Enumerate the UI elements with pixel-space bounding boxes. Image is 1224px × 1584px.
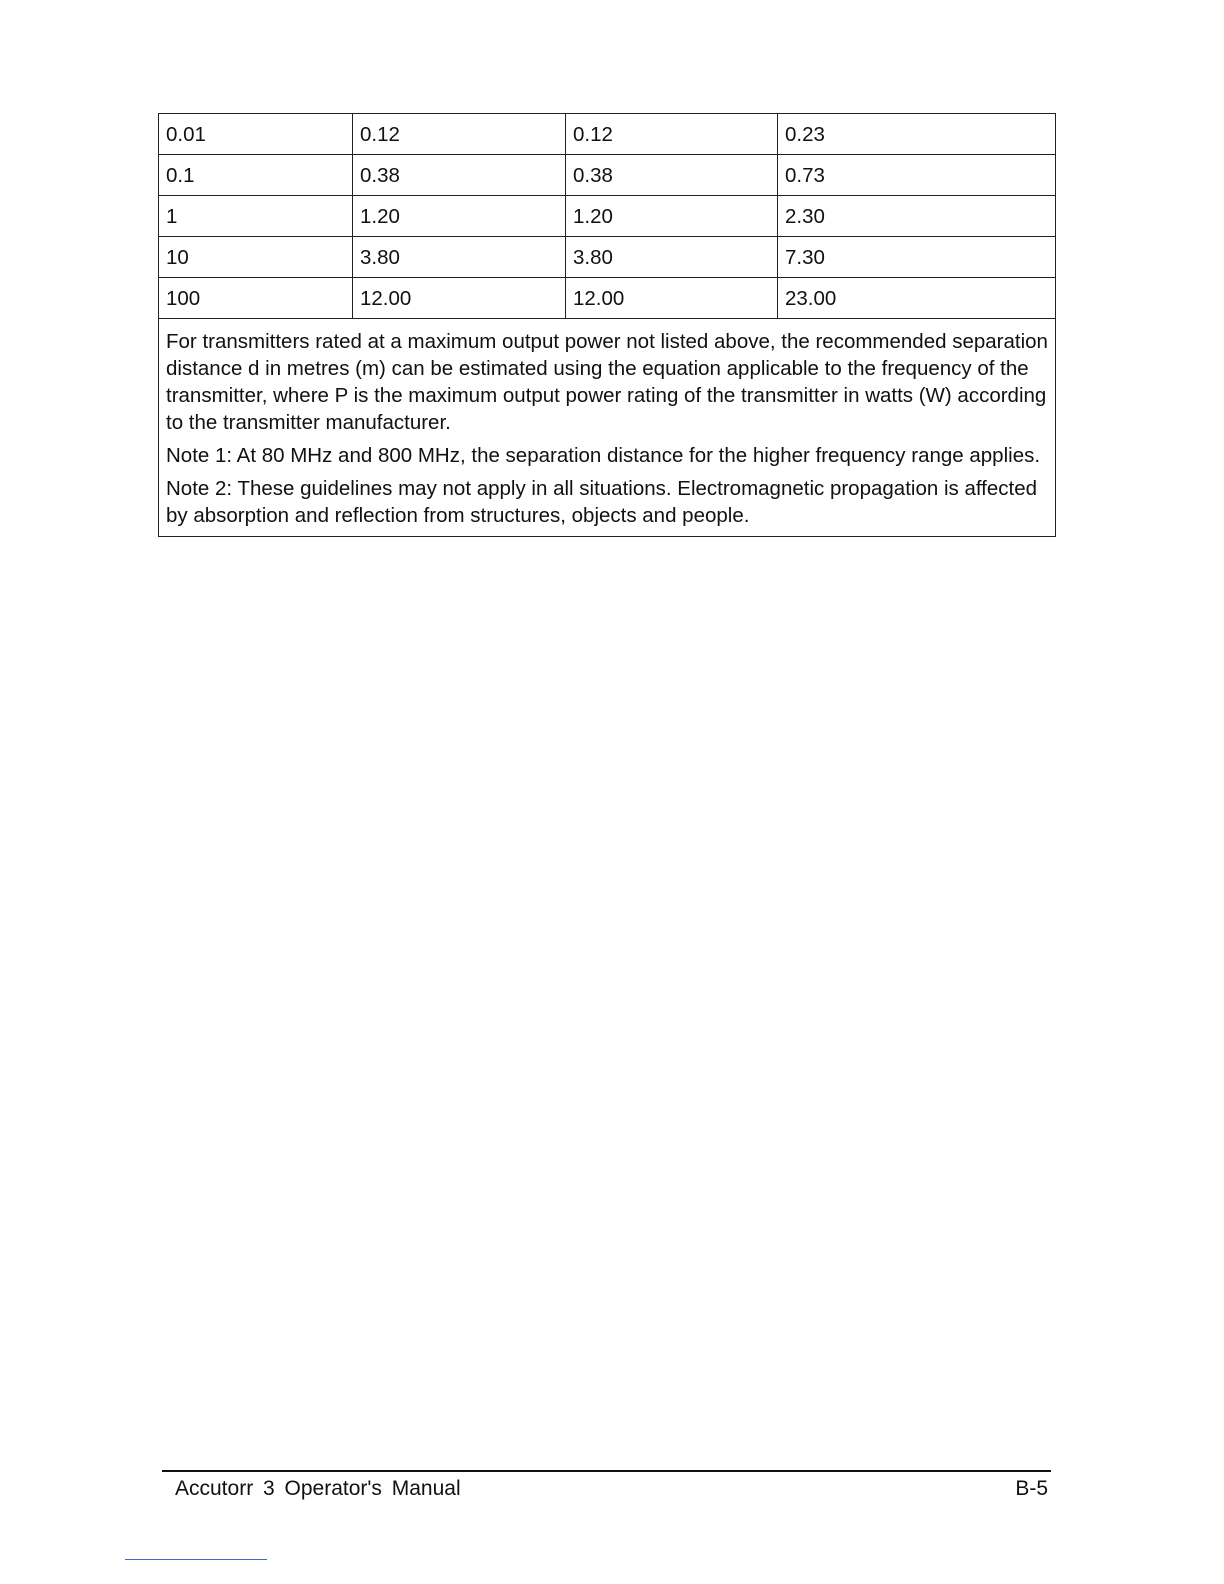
table-cell: 12.00 — [353, 278, 566, 319]
separation-distance-table — [158, 113, 1056, 537]
table-cell: 1.20 — [566, 196, 778, 237]
table-cell: 0.38 — [353, 155, 566, 196]
table-row — [159, 237, 1056, 278]
footer-manual-title: Accutorr 3 Operator's Manual — [175, 1477, 461, 1500]
table-note-1: Note 1: At 80 MHz and 800 MHz, the separation distance for the higher frequency range applies. — [166, 444, 1041, 467]
footer-divider — [162, 1470, 1051, 1472]
table-cell: 0.23 — [778, 114, 1056, 155]
table-cell: 0.01 — [159, 114, 353, 155]
table-row — [159, 278, 1056, 319]
table-cell: 0.12 — [566, 114, 778, 155]
table-cell: 0.12 — [353, 114, 566, 155]
table-cell: 3.80 — [566, 237, 778, 278]
bottom-link-underline — [125, 1559, 267, 1560]
table-cell: 0.38 — [566, 155, 778, 196]
table-notes-cell — [159, 319, 1056, 537]
table-cell: 23.00 — [778, 278, 1056, 319]
table-cell: 1 — [159, 196, 353, 237]
table-row — [159, 196, 1056, 237]
table-note-general: For transmitters rated at a maximum output power not listed above, the recommended separation distance d in metres (m) can be estimated using the equation applicable to the frequency of the transmitter, where P is the maximum output power rating of the transmitter in watts (W) according to the transmitter manufacturer. — [166, 330, 1048, 434]
table-row — [159, 114, 1056, 155]
table-note-2: Note 2: These guidelines may not apply in all situations. Electromagnetic propagation is affected by absorption and reflection from structures, objects and people. — [166, 477, 1038, 527]
table-cell: 10 — [159, 237, 353, 278]
table-cell: 0.1 — [159, 155, 353, 196]
table-cell: 12.00 — [566, 278, 778, 319]
table-notes-row — [159, 319, 1056, 537]
table-cell: 1.20 — [353, 196, 566, 237]
table-cell: 100 — [159, 278, 353, 319]
table-cell: 0.73 — [778, 155, 1056, 196]
table-cell: 2.30 — [778, 196, 1056, 237]
footer-page-number: B-5 — [1015, 1477, 1048, 1500]
table-cell: 7.30 — [778, 237, 1056, 278]
table-row — [159, 155, 1056, 196]
table-cell: 3.80 — [353, 237, 566, 278]
